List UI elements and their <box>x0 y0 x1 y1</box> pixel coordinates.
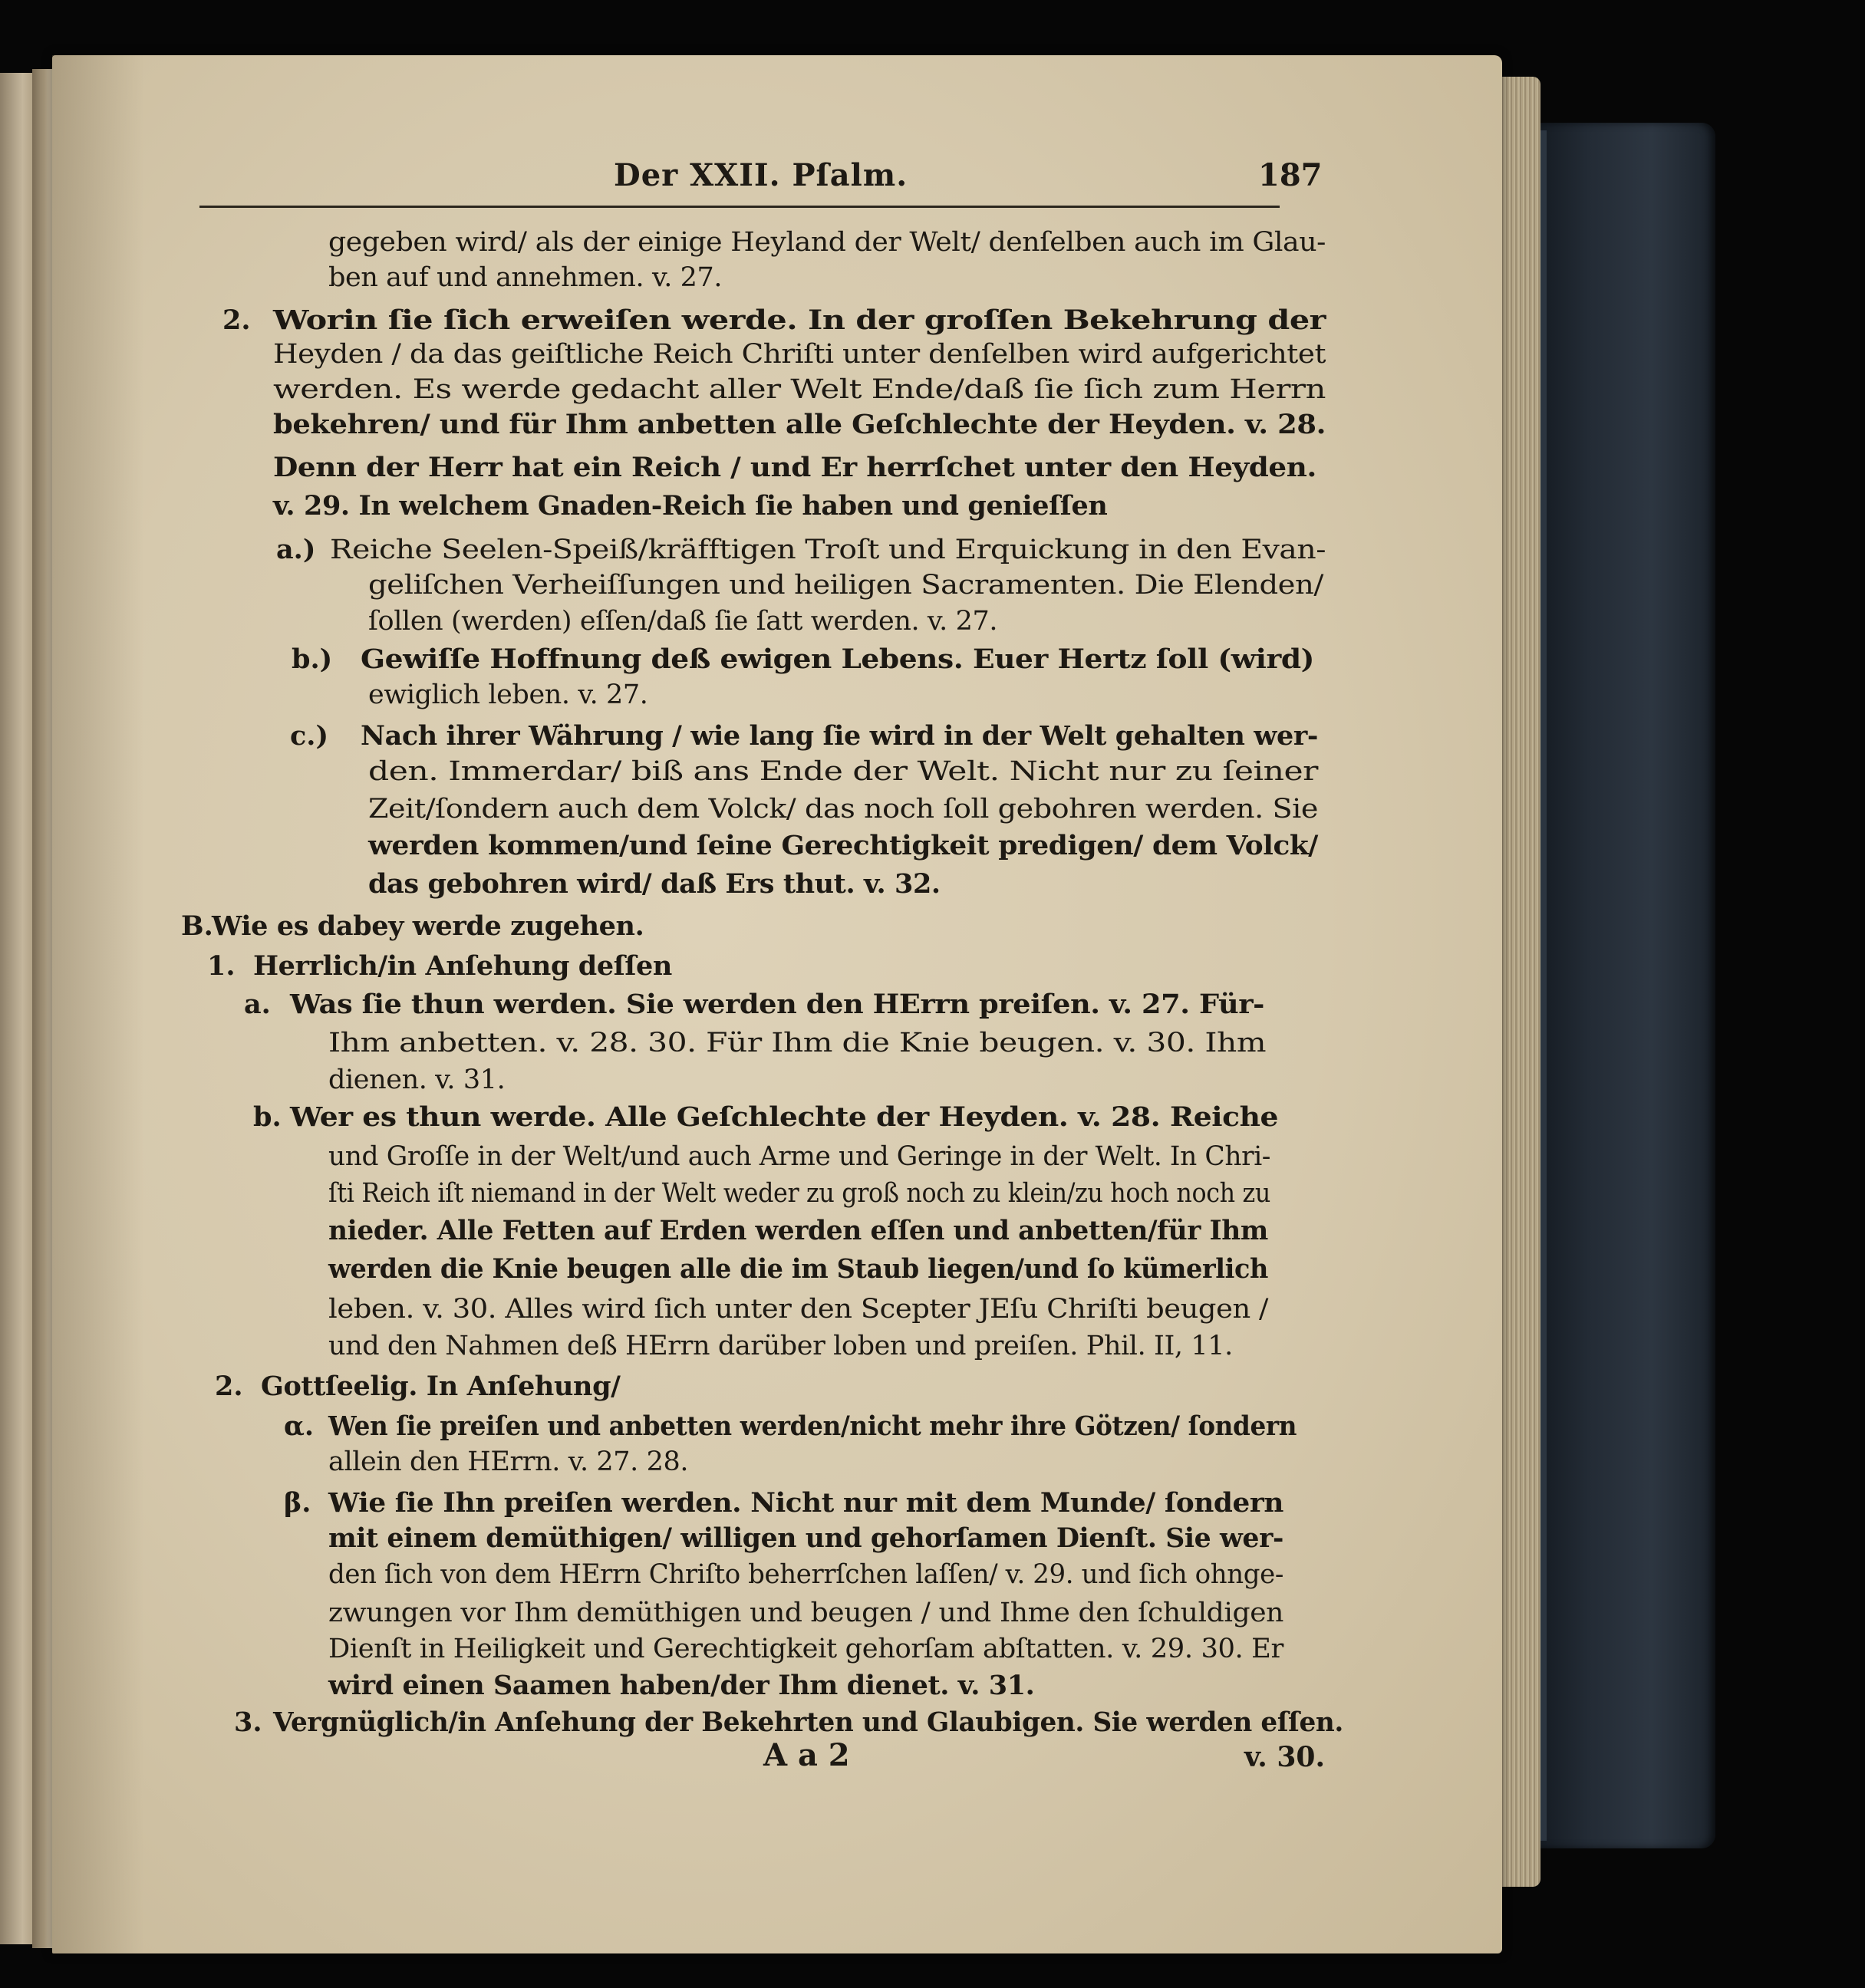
text-line: Vergnüglich/in Anſehung der Bekehrten und Glaubigen. Sie werden eſſen. <box>273 1707 1343 1738</box>
text-line: nieder. Alle Fetten auf Erden werden eſſen und anbetten/für Ihm <box>328 1215 1268 1246</box>
text-line: ben auf und annehmen. v. 27. <box>328 262 723 293</box>
text-line: leben. v. 30. Alles wird ſich unter den Scepter JEſu Chriſti beugen / <box>328 1294 1269 1325</box>
text-line: zwungen vor Ihm demüthigen und beugen / und Ihme den ſchuldigen <box>328 1598 1284 1628</box>
text-line: Wie es dabey werde zugehen. <box>212 910 644 942</box>
text-line: Gottſeelig. In Anſehung/ <box>261 1371 621 1402</box>
text-line: und den Nahmen deß HErrn darüber loben und preiſen. Phil. II, 11. <box>328 1331 1233 1361</box>
line-marker: β. <box>284 1487 311 1519</box>
line-marker: c.) <box>290 720 329 752</box>
text-line: Heyden / da das geiſtliche Reich Chriſti unter denſelben wird aufgerichtet <box>273 339 1326 370</box>
line-marker: a.) <box>276 534 316 565</box>
text-line: bekehren/ und für Ihm anbetten alle Geſchlechte der Heyden. v. 28. <box>273 409 1326 440</box>
text-line: geliſchen Verheiſſungen und heiligen Sacramenten. Die Elenden/ <box>368 570 1323 601</box>
text-line: Zeit/ſondern auch dem Volck/ das noch ſoll gebohren werden. Sie <box>368 794 1319 824</box>
running-head: Der XXII. Pſalm. <box>614 157 908 193</box>
text-line: v. 29. In welchem Gnaden-Reich ſie haben und genieſſen <box>273 490 1108 522</box>
line-marker: b. <box>253 1101 282 1133</box>
text-line: Denn der Herr hat ein Reich / und Er herrſchet unter den Heyden. <box>273 452 1316 483</box>
line-marker: b.) <box>292 643 333 675</box>
text-line: ſollen (werden) eſſen/daß ſie ſatt werden. v. 27. <box>368 606 998 637</box>
text-line: Herrlich/in Anſehung deſſen <box>253 950 672 982</box>
line-marker: 3. <box>234 1707 262 1738</box>
page-curve-shadow <box>52 55 144 1953</box>
book-gutter <box>32 69 52 1948</box>
text-line: Ihm anbetten. v. 28. 30. Für Ihm die Knie beugen. v. 30. Ihm <box>328 1028 1267 1058</box>
text-line: Gewiſſe Hoffnung deß ewigen Lebens. Euer Hertz ſoll (wird) <box>361 643 1314 675</box>
text-line: werden kommen/und ſeine Gerechtigkeit predigen/ dem Volck/ <box>368 830 1318 861</box>
text-line: ſti Reich iſt niemand in der Welt weder zu groß noch zu klein/zu hoch noch zu <box>328 1178 1270 1209</box>
line-marker: α. <box>284 1410 315 1442</box>
header-rule <box>199 206 1280 208</box>
text-line: Was ſie thun werden. Sie werden den HErrn preiſen. v. 27. Für- <box>290 989 1264 1020</box>
text-line: und Groſſe in der Welt/und auch Arme und Geringe in der Welt. In Chri- <box>328 1141 1271 1172</box>
text-line: allein den HErrn. v. 27. 28. <box>328 1447 689 1477</box>
text-line: Nach ihrer Währung / wie lang ſie wird in der Welt gehalten wer- <box>361 720 1318 752</box>
line-marker: 2. <box>222 304 251 336</box>
signature-mark: A a 2 <box>763 1737 850 1773</box>
previous-page-edge <box>0 73 32 1944</box>
catchword: v. 30. <box>1244 1741 1325 1773</box>
text-line: Dienſt in Heiligkeit und Gerechtigkeit gehorſam abſtatten. v. 29. 30. Er <box>328 1634 1283 1664</box>
text-line: ewiglich leben. v. 27. <box>368 680 648 710</box>
text-line: werden. Es werde gedacht aller Welt Ende/daß ſie ſich zum Herrn <box>273 374 1326 405</box>
text-line: dienen. v. 31. <box>328 1065 506 1095</box>
text-line: Worin ſie ſich erweiſen werde. In der groſſen Bekehrung der <box>273 304 1326 336</box>
line-marker: 2. <box>215 1371 243 1402</box>
text-line: den. Immerdar/ biß ans Ende der Welt. Nicht nur zu ſeiner <box>368 756 1318 787</box>
text-line: das gebohren wird/ daß Ers thut. v. 32. <box>368 868 941 900</box>
text-line: gegeben wird/ als der einige Heyland der Welt/ denſelben auch im Glau- <box>328 227 1326 258</box>
text-line: Wie ſie Ihn preiſen werden. Nicht nur mit dem Munde/ ſondern <box>328 1487 1283 1519</box>
text-line: Wer es thun werde. Alle Geſchlechte der Heyden. v. 28. Reiche <box>290 1101 1279 1133</box>
page-number: 187 <box>1258 157 1323 193</box>
text-line: wird einen Saamen haben/der Ihm dienet. v. 31. <box>328 1670 1035 1701</box>
text-line: mit einem demüthigen/ willigen und gehorſamen Dienſt. Sie wer- <box>328 1522 1283 1554</box>
book-cover <box>1534 123 1715 1848</box>
text-line: werden die Knie beugen alle die im Staub liegen/und ſo kümerlich <box>328 1253 1268 1285</box>
text-line: den ſich von dem HErrn Chriſto beherrſchen laſſen/ v. 29. und ſich ohnge- <box>328 1559 1283 1590</box>
text-line: Wen ſie preiſen und anbetten werden/nicht mehr ihre Götzen/ ſondern <box>328 1410 1297 1442</box>
line-marker: a. <box>244 989 271 1020</box>
line-marker: B. <box>181 910 213 942</box>
line-marker: 1. <box>207 950 236 982</box>
text-line: Reiche Seelen-Speiß/kräfftigen Troſt und Erquickung in den Evan- <box>330 535 1326 565</box>
